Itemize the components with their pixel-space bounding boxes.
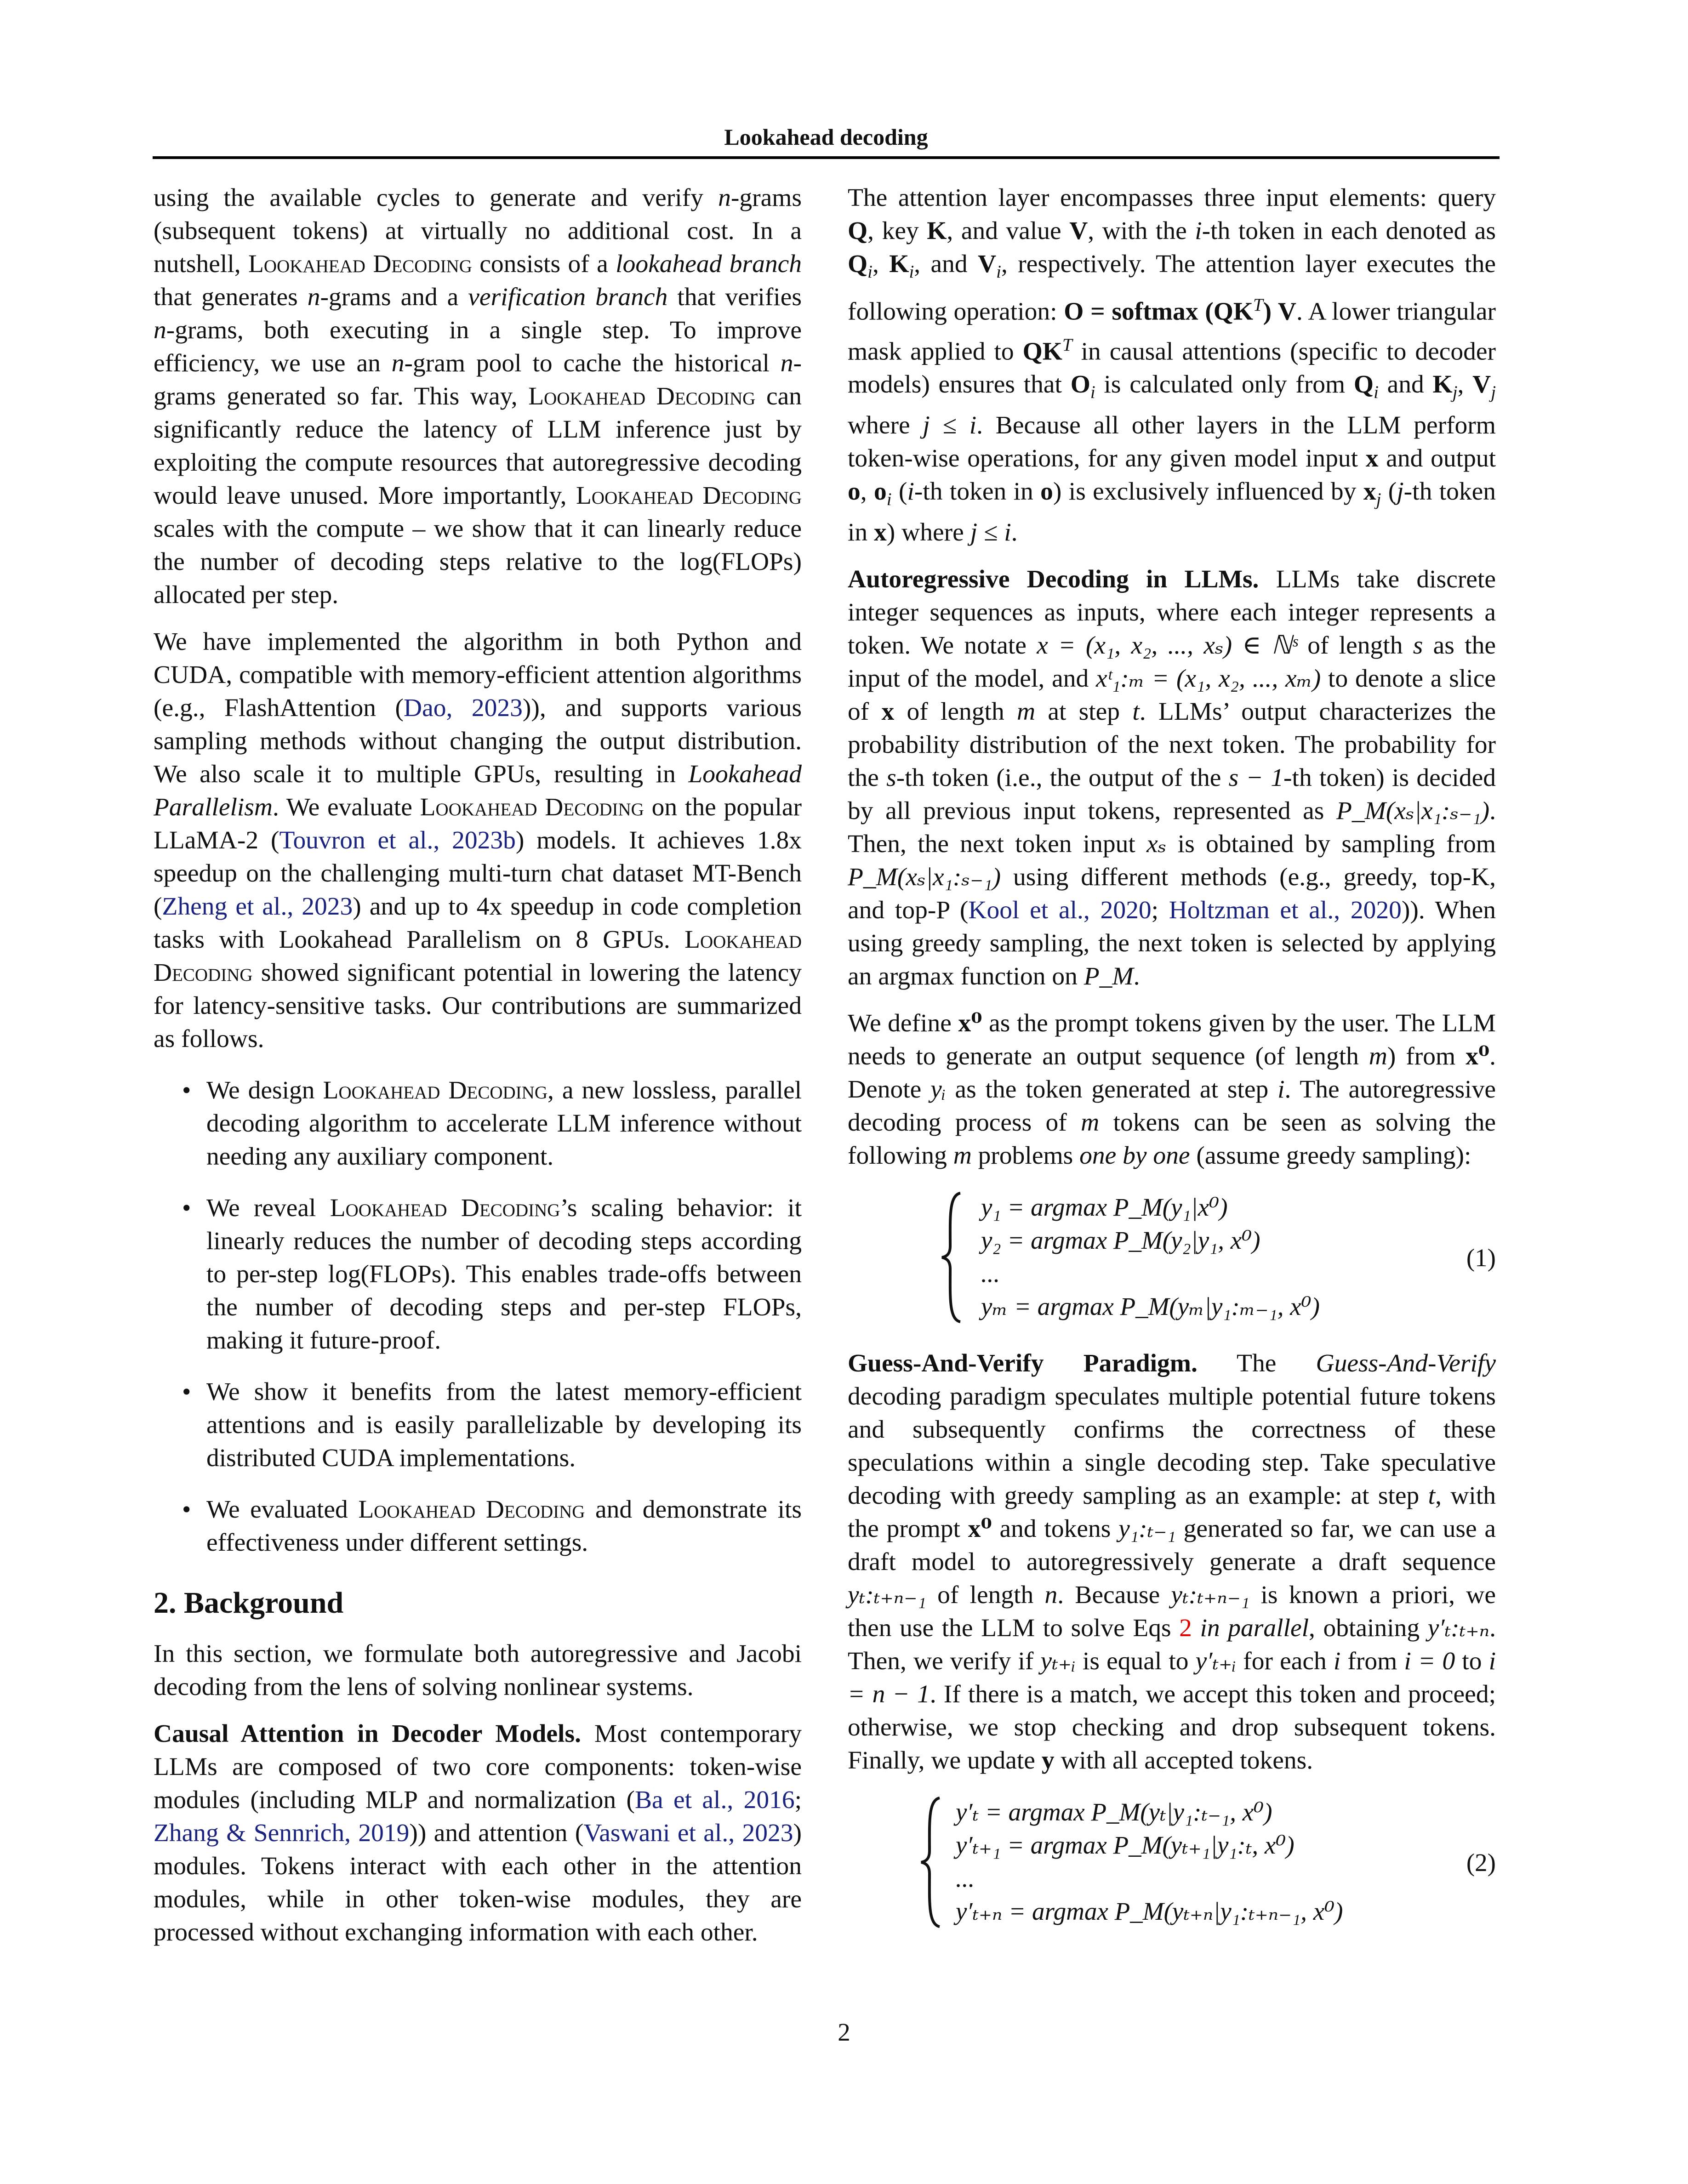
math-t: t — [1428, 1482, 1436, 1510]
math-s: s — [886, 764, 896, 792]
text: . The autoregressive decoding process of — [848, 1075, 1496, 1137]
math-n: n — [154, 316, 166, 344]
math-m: m — [1081, 1109, 1100, 1137]
math-i: i — [886, 489, 892, 510]
text: We evaluated — [206, 1496, 359, 1524]
math-s: s — [1413, 631, 1423, 660]
attention-paragraph: The attention layer encompasses three input elements: query Q, key K, and value V, with the i-th token in each denoted as $Q_i$, $K_i$, and $V_i$, respectively. The attention layer executes the following operation: O = softmax $(QK^T)$ V. A lower triangular mask applied to $QK^T$ in causal attentions (specific to decoder models) ensures that $O_i$ is calculated only from $Q_i$ and $K_j$, $V_j$ where j ≤ i. Because all other layers in the LLM perform token-wise operations, for any given model input x and output o, $o_i$ (i-th token in o) is exclusively influenced by $x_j$ (j-th token in x) where j ≤ i. — [848, 184, 1496, 547]
text: and demonstrate its effectiveness under different settings. — [206, 1496, 802, 1557]
text: to denote a slice of — [848, 665, 1496, 726]
citation-touvron[interactable]: Touvron et al., 2023b — [279, 826, 516, 854]
bullet-icon: • — [182, 1496, 191, 1524]
right-column — [848, 182, 1496, 1952]
text: We define — [848, 1009, 958, 1038]
math-yi: yᵢ — [930, 1075, 946, 1104]
text: in causal attentions (specific to decoder models) ensures that — [848, 337, 1496, 399]
math-n: n — [780, 349, 793, 377]
text: . We evaluate — [273, 793, 420, 821]
equation-number: (2) — [1466, 1848, 1496, 1877]
equation-number: (1) — [1466, 1244, 1496, 1272]
equation-line: y′ₜ₊₁ = argmax P_M(yₜ₊₁|y₁:ₜ, x⁰) — [956, 1831, 1295, 1860]
method-name: Lookahead Decoding — [528, 382, 756, 410]
math-x: x — [1365, 444, 1379, 473]
text: , a new lossless, parallel decoding algorithm to accelerate LLM inference without needing any auxiliary component. — [206, 1076, 802, 1171]
text: We show it benefits from the latest memory-efficient attentions and is easily parallelizable by developing its distributed CUDA implementations. — [206, 1378, 802, 1472]
math-x0: x⁰ — [968, 1515, 992, 1543]
math-x0: x⁰ — [958, 1009, 982, 1038]
equation-line: yₘ = argmax P_M(yₘ|y₁:ₘ₋₁, x⁰) — [981, 1292, 1320, 1321]
citation-holtzman[interactable]: Holtzman et al., 2020 — [1169, 896, 1402, 925]
background-intro: In this section, we formulate both autoregressive and Jacobi decoding from the lens of solving nonlinear systems. — [154, 1640, 802, 1701]
text: from — [1340, 1647, 1404, 1676]
method-name: Lookahead Decoding — [330, 1194, 560, 1222]
text: and — [1378, 370, 1433, 399]
text: . Because — [1057, 1581, 1171, 1610]
math-V: V — [1472, 370, 1491, 399]
text: ) and up to 4x speedup in code completion tasks with Lookahead Parallelism on 8 GPUs. — [154, 893, 802, 954]
math-o: o — [848, 478, 861, 506]
emphasis: Lookahead Parallelism — [154, 760, 802, 821]
text: -th token in each denoted as — [1202, 217, 1496, 245]
text: and tokens — [992, 1515, 1119, 1543]
math-i: i — [907, 478, 914, 506]
equation-2 — [848, 1796, 1496, 1929]
contribution-item — [154, 1192, 802, 1357]
method-name: Lookahead Decoding — [154, 926, 802, 987]
text: . If there is a match, we accept this token and proceed; otherwise, we stop checking and drop subsequent tokens. Finally, we update — [848, 1680, 1496, 1775]
text: We reveal — [206, 1194, 330, 1222]
text: -th token in — [914, 478, 1041, 506]
text: . Because all other layers in the LLM perform token-wise operations, for any given model input — [848, 411, 1496, 473]
text: for each — [1236, 1647, 1334, 1676]
math-y-prefix: y₁:ₜ₋₁ — [1118, 1515, 1176, 1543]
text: -th token (i.e., the output of the — [896, 764, 1229, 792]
text: , respectively. The attention layer executes the following operation: — [848, 250, 1496, 326]
equation-line: y′ₜ₊ₙ = argmax P_M(yₜ₊ₙ|y₁:ₜ₊ₙ₋₁, x⁰) — [956, 1897, 1343, 1926]
text: The attention layer encompasses three input elements: query — [848, 184, 1496, 212]
text: of length — [1297, 631, 1413, 660]
guess-verify-paragraph — [848, 1347, 1496, 1777]
text: of length — [926, 1581, 1045, 1610]
text: can significantly reduce the latency of LLM inference just by exploiting the compute resources that autoregressive decoding would leave unused. More importantly, — [154, 382, 802, 510]
emphasis: one by one — [1079, 1142, 1190, 1170]
math-o: o — [1040, 478, 1053, 506]
math-T: T — [1253, 295, 1263, 315]
text: and output — [1378, 444, 1496, 473]
math-n: n — [391, 349, 405, 377]
math-probability: P_M(xₛ|x₁:ₛ₋₁) — [848, 863, 1001, 892]
left-brace-icon — [917, 1796, 944, 1929]
citation-dao[interactable]: Dao, 2023 — [403, 694, 523, 722]
bullet-icon: • — [182, 1076, 191, 1104]
left-brace-icon — [937, 1191, 965, 1324]
text: ( — [1381, 478, 1397, 506]
math-j: j — [1397, 478, 1404, 506]
citation-zhang[interactable]: Zhang & Sennrich, 2019 — [154, 1819, 410, 1847]
math-in1: i = n − 1 — [848, 1647, 1496, 1709]
math-ypti: y′ₜ₊ᵢ — [1195, 1647, 1237, 1676]
math-i0: i = 0 — [1404, 1647, 1455, 1676]
emphasis: in parallel — [1200, 1614, 1309, 1643]
text: (assume greedy sampling): — [1190, 1142, 1471, 1170]
equation-ref-link[interactable]: 2 — [1179, 1614, 1192, 1643]
math-i: i — [1090, 382, 1095, 403]
paragraph-heading: Causal Attention in Decoder Models. — [154, 1720, 581, 1748]
text: to — [1455, 1647, 1489, 1676]
math-probability: P_M(xₛ|x₁:ₛ₋₁) — [1336, 797, 1490, 825]
text: We design — [206, 1076, 323, 1104]
math-s-minus-1: s − 1 — [1228, 764, 1284, 792]
emphasis: verification branch — [468, 283, 668, 311]
left-column — [154, 182, 802, 1963]
equation-line: y₁ = argmax P_M(y₁|x⁰) — [981, 1193, 1228, 1222]
method-name: Lookahead Decoding — [358, 1496, 585, 1524]
math-i: i — [996, 262, 1001, 282]
math-V: V — [1069, 217, 1088, 245]
text: on the popular LLaMA-2 ( — [154, 793, 802, 854]
math-n: n — [307, 283, 320, 311]
math-O: O — [1070, 370, 1090, 399]
math-x: x — [1363, 478, 1376, 506]
text: , and value — [947, 217, 1070, 245]
math-n: n — [718, 184, 731, 212]
math-PM: P_M — [1084, 962, 1134, 991]
contributions-list — [154, 1074, 802, 1559]
text: . Then, we verify if — [848, 1614, 1496, 1676]
text: , key — [867, 217, 927, 245]
text: consists of a — [472, 250, 616, 278]
math-o: o — [874, 478, 887, 506]
equation-lines — [956, 1796, 1343, 1928]
autoregressive-paragraph — [848, 563, 1496, 993]
text: -th token in — [848, 478, 1496, 547]
section-heading-background: 2. Background — [154, 1586, 344, 1620]
text: ) where — [886, 518, 970, 547]
math-operation-end: ) V — [1263, 297, 1296, 326]
math-operation: O = softmax (QK — [1064, 297, 1254, 326]
math-i: i — [1277, 1075, 1285, 1104]
define-paragraph — [848, 1007, 1496, 1172]
text: The — [1197, 1349, 1316, 1378]
math-i: i — [1374, 382, 1379, 403]
math-m: m — [953, 1142, 972, 1170]
text: Most contemporary LLMs are composed of two core components: token-wise modules (including MLP and normalization ( — [154, 1720, 802, 1814]
page-number: 2 — [838, 2018, 850, 2046]
text: -grams and a — [320, 283, 468, 311]
intro-paragraph — [154, 182, 802, 612]
math-draft-seq: yₜ:ₜ₊ₙ₋₁ — [848, 1581, 926, 1610]
text: using the available cycles to generate and verify — [154, 184, 719, 212]
contribution-item — [154, 1493, 802, 1559]
text: , with the prompt — [848, 1482, 1496, 1543]
text: as the token generated at step — [946, 1075, 1278, 1104]
text: -gram pool to cache the historical — [404, 349, 781, 377]
equation-lines — [981, 1191, 1320, 1323]
math-m: m — [1369, 1042, 1387, 1071]
text: ) models. It achieves 1.8x speedup on the challenging multi-turn chat dataset MT-Bench ( — [154, 826, 802, 921]
text: . A lower triangular mask applied to — [848, 297, 1496, 366]
equation-1 — [848, 1191, 1496, 1324]
math-n: n — [1044, 1581, 1058, 1610]
citation-ba[interactable]: Ba et al., 2016 — [634, 1786, 795, 1814]
text: ’s scaling behavior: it linearly reduces the number of decoding steps according to per-step log(FLOPs). This enables trade-offs between the number of decoding steps and per-step FLOPs, making it future-proof. — [206, 1194, 802, 1354]
math-j: j — [1376, 489, 1381, 510]
paragraph-heading: Autoregressive Decoding in LLMs. — [848, 565, 1259, 594]
text: . LLMs’ output characterizes the probability distribution of the next token. The probability for the — [848, 698, 1496, 792]
math-K: K — [889, 250, 909, 278]
equation-line: y′ₜ = argmax P_M(yₜ|y₁:ₜ₋₁, x⁰) — [956, 1798, 1272, 1826]
text: using different methods (e.g., greedy, top-K, and top-P ( — [848, 863, 1496, 925]
text: -th token) is decided by all previous input tokens, represented as — [848, 764, 1496, 825]
text: generated so far, we can use a draft model to autoregressively generate a draft sequence — [848, 1515, 1496, 1576]
text: We have implemented the algorithm in both Python and CUDA, compatible with memory-efficient attention algorithms (e.g., FlashAttention ( — [154, 628, 802, 722]
method-name: Lookahead Decoding — [420, 793, 644, 821]
text: . Denote — [848, 1042, 1496, 1104]
math-y: y — [1041, 1746, 1055, 1775]
math-draft-seq: yₜ:ₜ₊ₙ₋₁ — [1171, 1581, 1250, 1610]
text: ; — [794, 1786, 802, 1814]
math-Q: Q — [848, 217, 868, 245]
text: is known a priori, we then use the LLM to solve Eqs — [848, 1581, 1496, 1643]
equation-line: ... — [981, 1259, 1000, 1288]
math-T: T — [1062, 335, 1072, 355]
text: -grams generated so far. This way, — [154, 349, 802, 410]
math-m: m — [1016, 698, 1036, 726]
math-argmax: argmax — [878, 962, 954, 991]
contribution-item — [154, 1074, 802, 1173]
text: tokens can be seen as solving the following — [848, 1109, 1496, 1170]
math-i: i — [1195, 217, 1202, 245]
math-yti: yₜ₊ᵢ — [1040, 1647, 1076, 1676]
text: as the input of the model, and — [848, 631, 1496, 693]
math-x0: x⁰ — [1466, 1042, 1490, 1071]
implementation-paragraph — [154, 626, 802, 1056]
math-xs: xₛ — [1146, 830, 1167, 859]
header-rule — [153, 156, 1500, 159]
citation-vaswani[interactable]: Vaswani et al., 2023 — [583, 1819, 793, 1847]
emphasis: lookahead branch — [616, 250, 802, 278]
text: -grams (subsequent tokens) at virtually no additional cost. In a nutshell, — [154, 184, 802, 278]
text: , with the — [1088, 217, 1195, 245]
text: . — [1133, 962, 1140, 991]
math-i: i — [1333, 1647, 1341, 1676]
text: ) is exclusively influenced by — [1053, 478, 1363, 506]
bullet-icon: • — [182, 1194, 191, 1222]
text: that generates — [154, 283, 308, 311]
math-y-prime: y′ₜ:ₜ₊ₙ — [1427, 1614, 1490, 1643]
math-i: i — [909, 262, 914, 282]
text: ; — [1151, 896, 1169, 925]
math-t: t — [1132, 698, 1140, 726]
text: is equal to — [1075, 1647, 1196, 1676]
method-name: Lookahead Decoding — [248, 250, 472, 278]
text: is calculated only from — [1095, 370, 1354, 399]
text: ( — [891, 478, 907, 506]
text: with all accepted tokens. — [1054, 1746, 1313, 1775]
text: of length — [894, 698, 1017, 726]
equation-line: ... — [956, 1864, 975, 1893]
math-x: x — [881, 698, 895, 726]
emphasis: Guess-And-Verify — [1316, 1349, 1496, 1378]
text: , obtaining — [1309, 1614, 1428, 1643]
text: -grams, both executing in a single step. To improve efficiency, we use an — [154, 316, 802, 377]
math-QK: QK — [1022, 337, 1062, 366]
paragraph-heading: Guess-And-Verify Paradigm. — [848, 1349, 1198, 1378]
citation-kool[interactable]: Kool et al., 2020 — [968, 896, 1152, 925]
text: at step — [1035, 698, 1133, 726]
math-j: j — [1491, 382, 1496, 403]
text: )). When using greedy sampling, the next token is selected by applying an — [848, 896, 1496, 991]
math-condition: j ≤ i — [970, 518, 1011, 547]
math-i: i — [867, 262, 873, 282]
text: showed significant potential in lowering the latency for latency-sensitive tasks. Our contributions are summarized as follows. — [154, 959, 802, 1053]
math-Q: Q — [848, 250, 868, 278]
text: LLMs take discrete integer sequences as inputs, where each integer represents a token. We notate — [848, 565, 1496, 660]
text: that verifies — [667, 283, 802, 311]
math-K: K — [1432, 370, 1453, 399]
math-slice: xᵗ₁:ₘ = (x₁, x₂, ..., xₘ) — [1096, 665, 1321, 693]
running-title: Lookahead decoding — [724, 124, 928, 150]
citation-zheng[interactable]: Zheng et al., 2023 — [162, 893, 353, 921]
math-condition: j ≤ i — [923, 411, 977, 440]
text: is obtained by sampling from — [1166, 830, 1496, 859]
equation-line: y₂ = argmax P_M(y₂|y₁, x⁰) — [981, 1226, 1260, 1255]
math-x: x — [874, 518, 887, 547]
method-name: Lookahead Decoding — [576, 482, 802, 510]
text: )), and supports various sampling methods without changing the output distribution. We also scale it to multiple GPUs, resulting in — [154, 694, 802, 788]
math-j: j — [1452, 382, 1458, 403]
text: as the prompt tokens given by the user. The LLM needs to generate an output sequence (of length — [848, 1009, 1496, 1071]
text: scales with the compute – we show that it can linearly reduce the number of decoding steps relative to the log(FLOPs) allocated per step. — [154, 515, 802, 609]
text: decoding paradigm speculates multiple potential future tokens and subsequently confirms the correctness of these speculations within a single decoding step. Take speculative decoding with greedy sampling as an example: at step — [848, 1382, 1496, 1510]
text: function on — [954, 962, 1084, 991]
method-name: Lookahead Decoding — [323, 1076, 548, 1104]
text: ) modules. Tokens interact with each other in the attention modules, while in other token-wise modules, they are processed without exchanging information with each other. — [154, 1819, 802, 1946]
text: )) and attention ( — [409, 1819, 584, 1847]
math-K: K — [927, 217, 947, 245]
bullet-icon: • — [182, 1378, 191, 1406]
text: where — [848, 411, 923, 440]
math-V: V — [978, 250, 997, 278]
text: ) from — [1387, 1042, 1466, 1071]
causal-attention-paragraph — [154, 1718, 802, 1949]
contribution-item — [154, 1376, 802, 1475]
text: . Then, the next token input — [848, 797, 1496, 859]
math-Q: Q — [1353, 370, 1374, 399]
text: problems — [971, 1142, 1080, 1170]
math-sequence: x = (x₁, x₂, ..., xₛ) ∈ ℕˢ — [1037, 631, 1297, 660]
